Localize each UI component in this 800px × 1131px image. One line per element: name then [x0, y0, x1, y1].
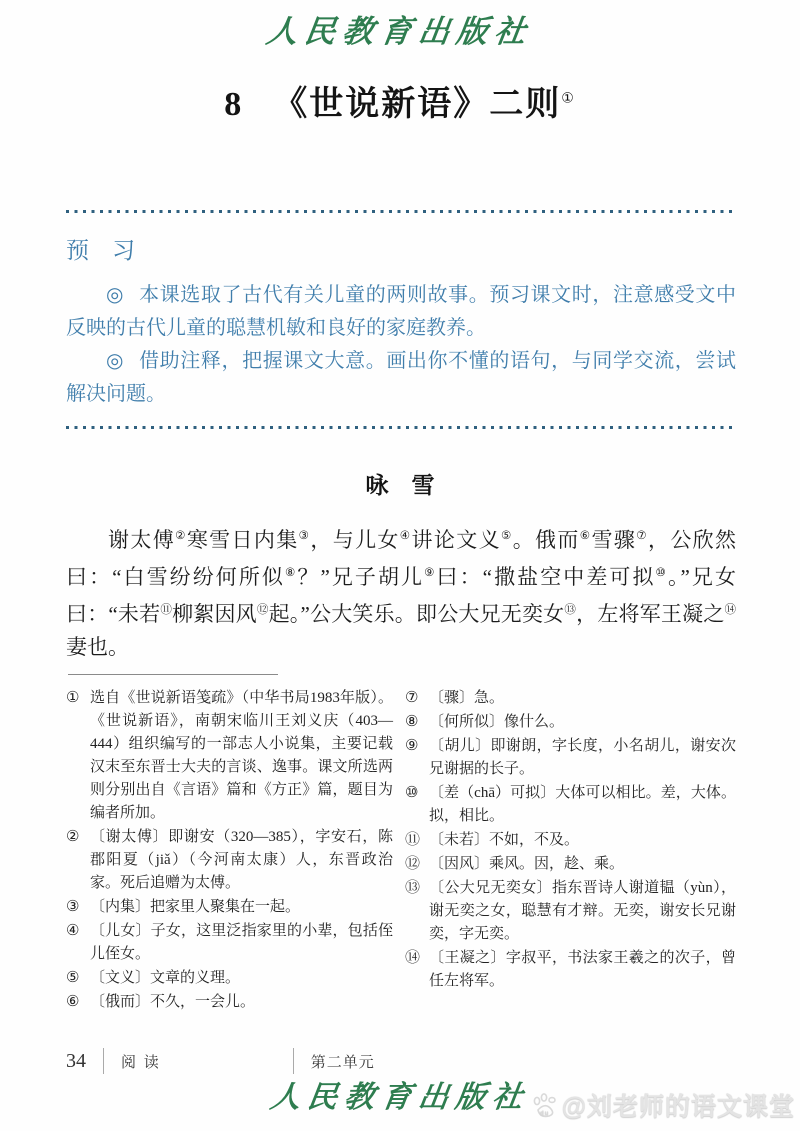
double-circle-bullet-icon: ◎	[106, 284, 125, 306]
watermark-text: @刘老师的语文课堂	[561, 1093, 795, 1121]
footnote-item	[66, 826, 393, 895]
preview-item	[66, 279, 736, 345]
footnote-item	[405, 782, 736, 828]
footnotes-right-column	[405, 687, 736, 1015]
preview-item-text: 借助注释，把握课文大意。画出你不懂的语句，与同学交流，尝试解决问题。	[66, 350, 737, 405]
footnote-text: 〔差（chā）可拟〕大体可以相比。差，大体。拟，相比。	[429, 785, 736, 824]
footnote-text: 〔因风〕乘风。因，趁、乘。	[429, 856, 625, 872]
footnote-item	[66, 967, 393, 990]
dotted-divider-bottom	[66, 426, 734, 429]
footnote-item	[405, 711, 736, 734]
lesson-body: 谢太傅②寒雪日内集③，与儿女④讲论文义⑤。俄而⑥雪骤⑦，公欣然曰：“白雪纷纷何所似⑧？”兄子胡儿⑨曰：“撒盐空中差可拟⑩。”兄女曰：“未若⑪柳絮因风⑫起。”公大笑乐。即公大兄无奕女⑬，左将军王凝之⑭妻也。	[66, 528, 737, 659]
footnote-number: ⑨	[405, 738, 419, 754]
page-number: 34	[66, 1049, 86, 1072]
footnote-item	[66, 920, 393, 966]
footnote-item	[66, 896, 393, 919]
footnote-text: 〔何所似〕像什么。	[429, 714, 565, 730]
baidu-paw-icon	[531, 1091, 559, 1119]
footnote-item	[405, 947, 736, 993]
footnote-text: 〔儿女〕子女，这里泛指家里的小辈，包括侄儿侄女。	[90, 923, 393, 962]
footnote-text: 〔俄而〕不久，一会儿。	[90, 994, 256, 1010]
footnote-text: 〔骤〕急。	[429, 690, 505, 706]
footnote-number: ②	[66, 829, 80, 845]
footnote-separator	[68, 674, 278, 675]
lesson-number: 8	[224, 86, 244, 123]
watermark	[531, 1087, 795, 1123]
footnote-number: ①	[66, 690, 80, 706]
double-circle-bullet-icon: ◎	[106, 350, 125, 372]
publisher-logo-top	[0, 6, 800, 51]
footnote-item	[405, 687, 736, 710]
svg-text:du: du	[539, 1111, 549, 1117]
text-title: 咏 雪	[365, 473, 435, 498]
dotted-divider-top	[66, 210, 734, 213]
footnote-number: ⑩	[405, 785, 419, 801]
footnote-text: 〔文义〕文章的义理。	[90, 970, 241, 986]
footnote-number: ⑬	[405, 880, 421, 896]
footnote-text: 〔胡儿〕即谢朗，字长度，小名胡儿，谢安次兄谢据的长子。	[429, 738, 736, 777]
preview-item	[66, 345, 736, 411]
footnote-text: 〔公大兄无奕女〕指东晋诗人谢道韫（yùn），谢无奕之女，聪慧有才辩。无奕，谢安长兄谢奕，字无奕。	[429, 880, 736, 942]
footnote-number: ⑦	[405, 690, 419, 706]
footnote-number: ⑥	[66, 994, 80, 1010]
footnote-number: ⑧	[405, 714, 419, 730]
lesson-title-text: 《世说新语》二则	[273, 86, 562, 123]
footnote-item	[66, 991, 393, 1014]
footnote-text: 选自《世说新语笺疏》（中华书局1983年版）。《世说新语》，南朝宋临川王刘义庆（403—444）组织编写的一部志人小说集，主要记载汉末至东晋士大夫的言谈、逸事。课文所选两则分别出自《言语》篇和《方正》篇，题目为编者所加。	[90, 690, 393, 821]
footnote-number: ⑫	[405, 856, 421, 872]
page-footer	[66, 1048, 375, 1074]
footnote-item	[405, 877, 736, 946]
footer-divider	[103, 1048, 104, 1074]
footnotes-left-column	[66, 687, 393, 1015]
footnote-item	[66, 687, 393, 825]
footer-unit-label: 第二单元	[310, 1054, 375, 1071]
footnote-item	[405, 853, 736, 876]
footnote-number: ④	[66, 923, 80, 939]
footnote-number: ⑭	[405, 950, 421, 966]
preview-section	[66, 232, 736, 411]
footnote-text: 〔未若〕不如，不及。	[429, 832, 580, 848]
lesson-heading	[0, 76, 800, 125]
title-note-ref: ①	[561, 91, 576, 107]
preview-heading: 预 习	[66, 238, 135, 263]
footnote-text: 〔谢太傅〕即谢安（320—385），字安石，陈郡阳夏（jiǎ）（今河南太康）人，东晋政治家。死后追赠为太傅。	[90, 829, 393, 891]
publisher-logo-text: 人民教育出版社	[267, 1080, 532, 1115]
footnote-item	[405, 735, 736, 781]
preview-item-text: 本课选取了古代有关儿童的两则故事。预习课文时，注意感受文中反映的古代儿童的聪慧机敏和良好的家庭教养。	[66, 284, 737, 339]
publisher-logo-text: 人民教育出版社	[263, 14, 536, 50]
footer-divider	[293, 1048, 294, 1074]
footnote-number: ⑤	[66, 970, 80, 986]
footnote-text: 〔内集〕把家里人聚集在一起。	[90, 899, 301, 915]
footnote-number: ③	[66, 899, 80, 915]
footnote-text: 〔王凝之〕字叔平，书法家王羲之的次子，曾任左将军。	[429, 950, 736, 989]
footnote-item	[405, 829, 736, 852]
footnote-number: ⑪	[405, 832, 421, 848]
footnotes	[66, 687, 736, 1015]
footer-section-label: 阅 读	[121, 1054, 161, 1071]
